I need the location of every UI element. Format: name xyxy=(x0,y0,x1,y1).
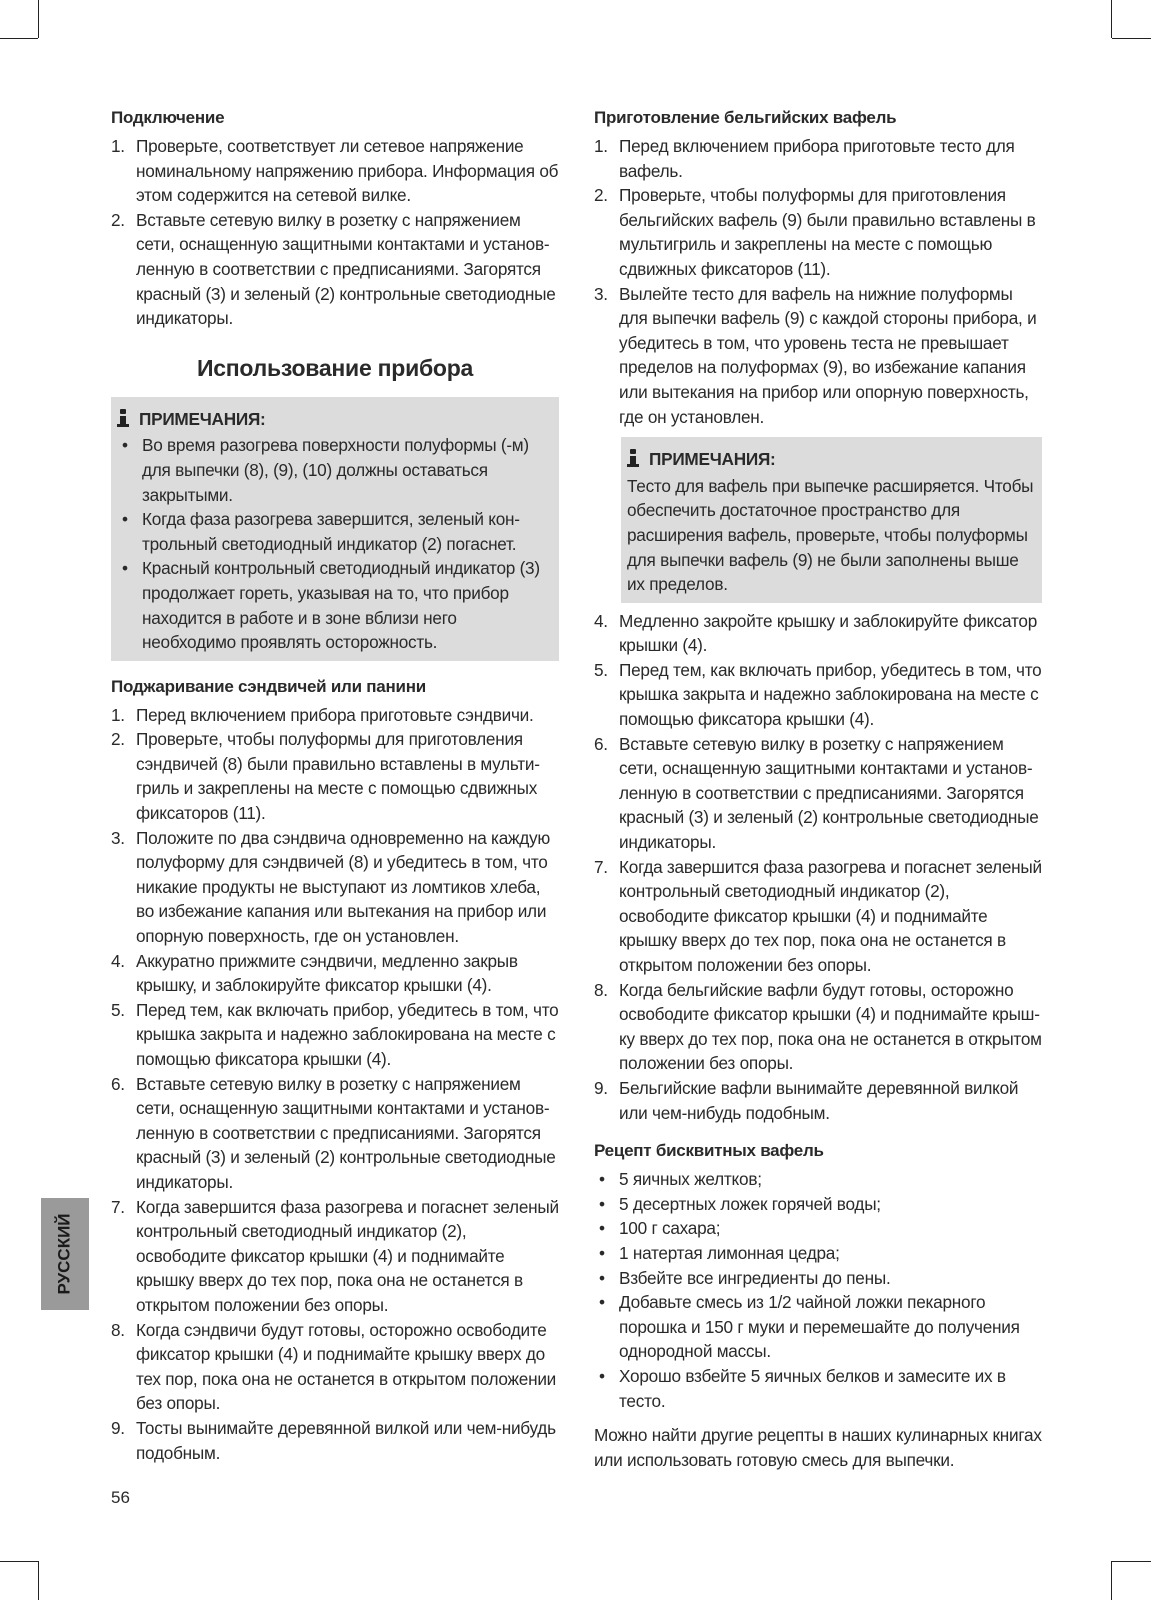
language-tab-label: РУССКИЙ xyxy=(55,1213,74,1295)
list-item: 5. Перед тем, как включать прибор, убедитесь в том, что крышка закрыта и надежно заблокирована на месте с помощью фиксатора крышки (4). xyxy=(111,999,559,1069)
list-item: 5. Перед тем, как включать прибор, убедитесь в том, что крышка закрыта и надежно заблокирована на месте с помощью фиксатора крышки (4). xyxy=(594,659,1042,730)
list-item: 1. Перед включением прибора приготовьте тесто для вафель. xyxy=(594,136,1015,181)
crop-mark xyxy=(1112,1561,1151,1562)
notes-header xyxy=(117,407,553,432)
list-item: 3. Положите по два сэндвича одновременно на каждую полуформу для сэндвичей (8) и убедитесь в том, что никакие продукты не выступают из ломтиков хлеба, во избежание капания или вытекания на прибор или опорную поверхность, где он установлен. xyxy=(111,827,551,947)
notes-box xyxy=(111,397,559,661)
recipe-heading: Рецепт бисквитных вафель xyxy=(594,1141,824,1161)
usage-heading: Использование прибора xyxy=(196,354,474,381)
list-item: • Взбейте все ингредиенты до пены. xyxy=(599,1267,891,1288)
list-item: 4. Аккуратно прижмите сэндвичи, медленно закрыв крышку, и заблокируйте фиксатор крышки (4). xyxy=(111,950,518,996)
list-item: • 1 натертая лимонная цедра; xyxy=(599,1242,840,1263)
notes-title: ПРИМЕЧАНИЯ: xyxy=(139,408,266,429)
list-item: • Красный контрольный светодиодный индикатор (3) продолжает гореть, указывая на то, что прибор находится в работе и в зоне вблизи него необходимо проявлять осторожность. xyxy=(122,558,540,653)
list-item: 6. Вставьте сетевую вилку в розетку с напряжением сети, оснащенную защитными контактами и установ-ленную в соответствии с предписаниями. Загорятся красный (3) и зеленый (2) контрольные светодиодные индикаторы. xyxy=(594,733,1039,853)
list-item: 7. Когда завершится фаза разогрева и погаснет зеленый контрольный светодиодный индикатор (2), освободите фиксатор крышки (4) и поднимайте крышку вверх до тех пор, пока она не останется в открытом положении без опоры. xyxy=(594,856,1042,975)
list-item: 2. Проверьте, чтобы полуформы для приготовления бельгийских вафель (9) были правильно вставлены в мультигриль и закреплены на месте с помощью сдвижных фиксаторов (11). xyxy=(594,185,1036,279)
list-item: 9. Бельгийские вафли вынимайте деревянной вилкой или чем-нибудь подобным. xyxy=(594,1077,1019,1123)
info-icon xyxy=(117,409,129,429)
crop-mark xyxy=(0,38,38,39)
crop-mark xyxy=(38,1561,39,1600)
connection-heading: Подключение xyxy=(111,108,225,127)
notes-list xyxy=(117,433,553,654)
crop-mark xyxy=(1111,1561,1112,1600)
crop-mark xyxy=(38,0,39,38)
recipe-footer: Можно найти другие рецепты в наших кулинарных книгах или использовать готовую смесь для выпечки. xyxy=(594,1425,1042,1470)
sandwich-list xyxy=(111,703,559,1465)
crop-mark xyxy=(1112,38,1151,39)
language-tab xyxy=(41,1198,89,1310)
crop-mark xyxy=(1111,0,1112,38)
crop-mark xyxy=(0,1561,38,1562)
list-item: • 5 яичных желтков; xyxy=(599,1169,762,1190)
sandwich-heading: Поджаривание сэндвичей или панини xyxy=(111,676,426,696)
list-item: 2. Проверьте, чтобы полуформы для приготовления сэндвичей (8) были правильно вставлены в мульти-гриль и закреплены на месте с помощью сдвижных фиксаторов (11). xyxy=(111,729,540,824)
list-item: 8. Когда сэндвичи будут готовы, осторожно освободите фиксатор крышки (4) и поднимайте крышку вверх до тех пор, пока она не останется в открытом положении без опоры. xyxy=(111,1319,557,1414)
notes-title: ПРИМЕЧАНИЯ: xyxy=(649,449,776,470)
list-item: • Добавьте смесь из 1/2 чайной ложки пекарного порошка и 150 г муки и перемешайте до получения однородной массы. xyxy=(599,1292,1020,1362)
list-item: • 5 десертных ложек горячей воды; xyxy=(599,1193,881,1214)
notes-text: Тесто для вафель при выпечке расширяется. Чтобы обеспечить достаточное пространство для расширения вафель, проверьте, чтобы полуформы для выпечки вафель (9) не были заполнены выше их пределов. xyxy=(627,475,1034,595)
list-item: 8. Когда бельгийские вафли будут готовы, осторожно освободите фиксатор крышки (4) и поднимайте крыш-ку вверх до тех пор, пока она не останется в открытом положении без опоры. xyxy=(594,979,1042,1074)
list-item: 1. Проверьте, соответствует ли сетевое напряжение номинальному напряжению прибора. Информация об этом содержится на сетевой вилке. xyxy=(111,136,559,206)
belgian-list-b xyxy=(594,609,1042,1125)
list-item: 3. Вылейте тесто для вафель на нижние полуформы для выпечки вафель (9) с каждой стороны прибора, и убедитесь в том, что уровень теста не превышает пределов на полуформах (9), во избежание капания или вытекания на прибор или опорную поверхность, где он установлен. xyxy=(594,283,1037,427)
page-number: 56 xyxy=(111,1488,130,1507)
notes-box xyxy=(621,437,1042,603)
list-item: 2. Вставьте сетевую вилку в розетку с напряжением сети, оснащенную защитными контактами и установ-ленную в соответствии с предписаниями. Загорятся красный (3) и зеленый (2) контрольные светодиодные индикаторы. xyxy=(111,209,556,329)
connection-list xyxy=(111,134,559,331)
list-item: 6. Вставьте сетевую вилку в розетку с напряжением сети, оснащенную защитными контактами и установ-ленную в соответствии с предписаниями. Загорятся красный (3) и зеленый (2) контрольные светодиодные индикаторы. xyxy=(111,1073,556,1192)
notes-header xyxy=(627,447,1036,472)
belgian-heading: Приготовление бельгийских вафель xyxy=(594,108,897,127)
list-item: • Когда фаза разогрева завершится, зеленый кон-трольный светодиодный индикатор (2) погаснет. xyxy=(122,509,520,554)
right-column xyxy=(594,106,1042,1472)
belgian-list-a xyxy=(594,134,1042,429)
info-icon xyxy=(627,449,639,469)
list-item: 9. Тосты вынимайте деревянной вилкой или чем-нибудь подобным. xyxy=(111,1417,556,1463)
list-item: 4. Медленно закройте крышку и заблокируйте фиксатор крышки (4). xyxy=(594,610,1038,656)
list-item: • Хорошо взбейте 5 яичных белков и замесите их в тесто. xyxy=(599,1365,1006,1411)
left-column xyxy=(111,106,559,1465)
list-item: • 100 г сахара; xyxy=(599,1218,721,1239)
list-item: • Во время разогрева поверхности полуформы (-м) для выпечки (8), (9), (10) должны оставаться закрытыми. xyxy=(122,435,529,505)
recipe-list xyxy=(594,1167,1042,1413)
list-item: 7. Когда завершится фаза разогрева и погаснет зеленый контрольный светодиодный индикатор (2), освободите фиксатор крышки (4) и поднимайте крышку вверх до тех пор, пока она не останется в открытом положении без опоры. xyxy=(111,1196,559,1315)
list-item: 1. Перед включением прибора приготовьте сэндвичи. xyxy=(111,704,534,725)
